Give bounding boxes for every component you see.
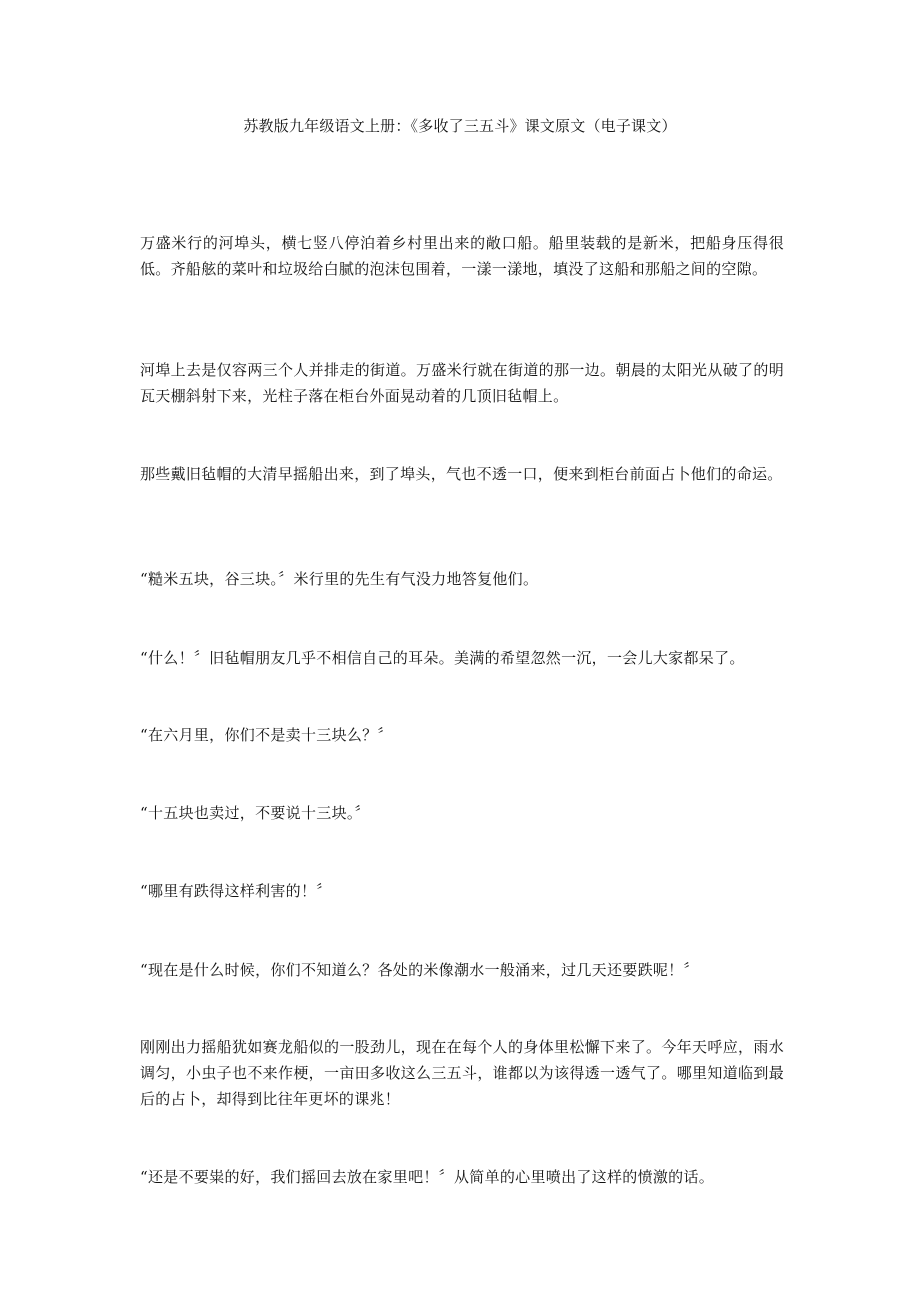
- paragraph-11: “还是不要粜的好，我们摇回去放在家里吧！〞从简单的心里喷出了这样的愤激的话。: [140, 1168, 715, 1186]
- paragraph-9: “现在是什么时候，你们不知道么？各处的米像潮水一般涌来，过几天还要跌呢！〞: [140, 961, 699, 979]
- document-title: 苏教版九年级语文上册：《多收了三五斗》课文原文（电子课文）: [243, 117, 677, 135]
- paragraph-4: “糙米五块，谷三块。〞米行里的先生有气没力地答复他们。: [140, 570, 539, 588]
- paragraph-5: “什么！〞旧毡帽朋友几乎不相信自己的耳朵。美满的希望忽然一沉，一会儿大家都呆了。: [140, 649, 745, 667]
- paragraph-7: “十五块也卖过，不要说十三块。〞: [140, 804, 370, 822]
- paragraph-8: “哪里有跌得这样利害的！〞: [140, 882, 332, 900]
- paragraph-10: 刚刚出力摇船犹如赛龙船似的一股劲儿，现在在每个人的身体里松懈下来了。今年天呼应，雨水调匀，小虫子也不来作梗，一亩田多收这么三五斗，谁都以为该得透一透气了。哪里知道临到最后的占卜，却得到比往年更坏的课兆！: [140, 1038, 784, 1108]
- paragraph-3: 那些戴旧毡帽的大清早摇船出来，到了埠头，气也不透一口，便来到柜台前面占卜他们的命运。: [140, 465, 783, 483]
- paragraph-6: “在六月里，你们不是卖十三块么？〞: [140, 726, 393, 744]
- paragraph-2: 河埠上去是仅容两三个人并排走的街道。万盛米行就在街道的那一边。朝晨的太阳光从破了的明瓦天棚斜射下来，光柱子落在柜台外面晃动着的几顶旧毡帽上。: [140, 361, 784, 405]
- paragraph-1: 万盛米行的河埠头，横七竖八停泊着乡村里出来的敞口船。船里装载的是新米，把船身压得很低。齐船舷的菜叶和垃圾给白腻的泡沫包围着，一漾一漾地，填没了这船和那船之间的空隙。: [140, 234, 784, 278]
